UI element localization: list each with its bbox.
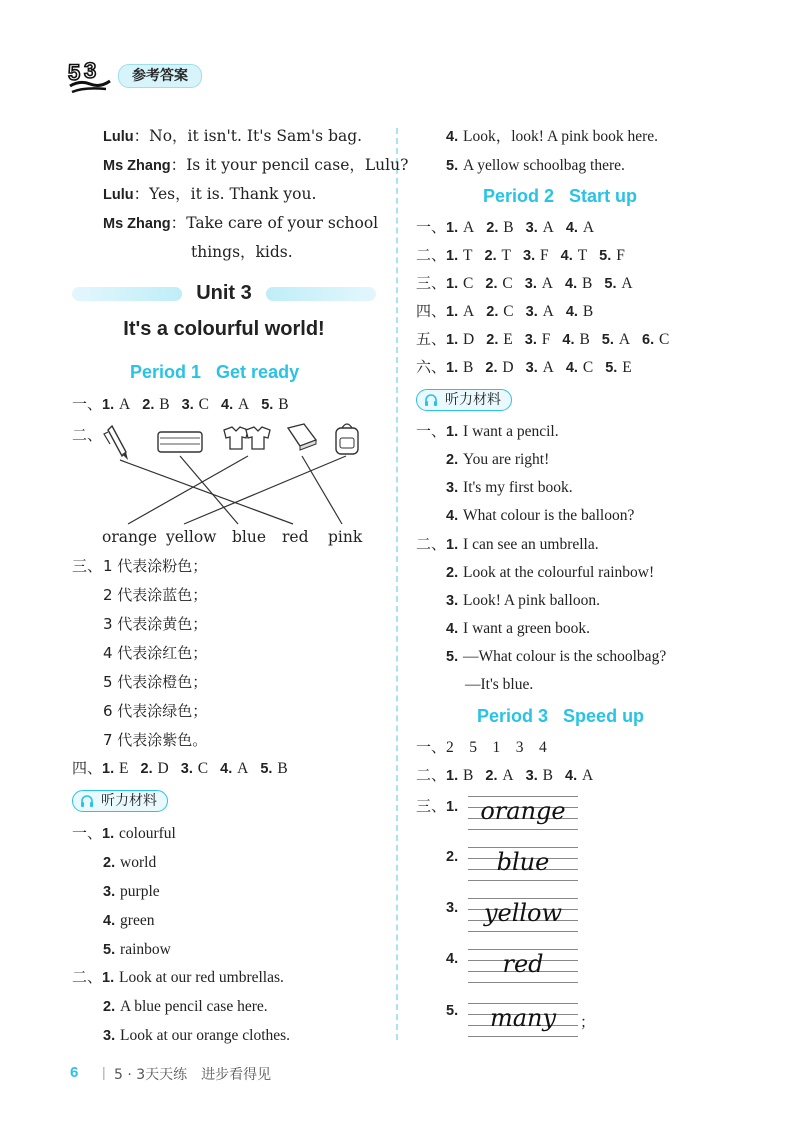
list-item: 4 代表涂红色； bbox=[103, 644, 208, 662]
answer-row: 三、1. C 2. C 3. A 4. B 5. A bbox=[416, 274, 633, 292]
listening-item: 5. —What colour is the schoolbag? bbox=[446, 648, 667, 665]
book-icon bbox=[288, 424, 316, 450]
answer-row: 二、1. T 2. T 3. F 4. T 5. F bbox=[416, 246, 625, 264]
pencil-icon bbox=[104, 426, 128, 460]
list-item: 2 代表涂蓝色； bbox=[103, 586, 208, 604]
listening-item: 4. green bbox=[103, 912, 155, 929]
listening-item: 3. Look! A pink balloon. bbox=[446, 592, 600, 609]
listening-item: 一、1. I want a pencil. bbox=[416, 422, 559, 440]
answer-row: 二、1. B 2. A 3. B 4. A bbox=[416, 766, 594, 784]
answer-row: 3. bbox=[446, 900, 459, 916]
answer-row: 五、1. D 2. E 3. F 4. B 5. A 6. C bbox=[416, 330, 670, 348]
listening-item: 5. A yellow schoolbag there. bbox=[446, 157, 625, 174]
answer-tail: ； bbox=[580, 1013, 596, 1031]
period-3-heading: Period 3 Speed up bbox=[477, 706, 645, 726]
dialogue-line: things，kids. bbox=[191, 243, 293, 261]
handwriting-box: yellow bbox=[468, 898, 578, 932]
listening-item: 二、1. Look at our red umbrellas. bbox=[72, 968, 284, 986]
column-divider bbox=[396, 128, 398, 1040]
listening-item: 2. Look at the colourful rainbow! bbox=[446, 564, 655, 581]
listening-item: 2. A blue pencil case here. bbox=[103, 998, 268, 1015]
listening-item: 2. world bbox=[103, 854, 157, 871]
period-1-heading: Period 1 Get ready bbox=[130, 362, 300, 382]
dialogue-line: Lulu：No，it isn't. It's Sam's bag. bbox=[103, 127, 363, 145]
answer-row: 三、1. bbox=[416, 797, 459, 815]
footer-brand: 5 · 3天天练 进步看得见 bbox=[114, 1067, 272, 1083]
answer-row: 四、1. E 2. D 3. C 4. A 5. B bbox=[72, 759, 288, 777]
svg-text:3: 3 bbox=[84, 58, 97, 83]
list-item: 5 代表涂橙色； bbox=[103, 673, 208, 691]
answer-row: 一、1. A 2. B 3. C 4. A 5. B bbox=[72, 395, 289, 413]
unit-title: Unit 3 bbox=[196, 282, 252, 304]
answer-row: 六、1. B 2. D 3. A 4. C 5. E bbox=[416, 358, 632, 376]
listening-material-label: 听力材料 bbox=[72, 790, 168, 812]
handwriting-box: many bbox=[468, 1003, 578, 1037]
answer-row: 4. bbox=[446, 951, 459, 967]
color-labels: orange yellow blue red pink bbox=[102, 528, 363, 546]
page-number: 6 bbox=[70, 1064, 79, 1081]
listening-item: 4. Look，look! A pink book here. bbox=[446, 128, 659, 145]
headphones-icon bbox=[424, 393, 438, 407]
period-2-heading: Period 2 Start up bbox=[483, 186, 638, 206]
list-item: 6 代表涂绿色； bbox=[103, 702, 208, 720]
listening-item: —It's blue. bbox=[465, 676, 534, 693]
handwriting-box: blue bbox=[468, 847, 578, 881]
dialogue-line: Ms Zhang：Is it your pencil case，Lulu? bbox=[103, 156, 409, 174]
listening-item: 3. Look at our orange clothes. bbox=[103, 1027, 291, 1044]
logo-mark-icon bbox=[66, 56, 114, 96]
answer-row: 四、1. A 2. C 3. A 4. B bbox=[416, 302, 594, 320]
handwriting-box: orange bbox=[468, 796, 578, 830]
answer-row: 一、2 5 1 3 4 bbox=[416, 738, 547, 756]
footer-separator: | bbox=[102, 1064, 106, 1080]
schoolbag-icon bbox=[336, 424, 358, 454]
listening-item: 2. You are right! bbox=[446, 451, 550, 468]
answer-row: 2. bbox=[446, 849, 459, 865]
listening-item: 4. I want a green book. bbox=[446, 620, 590, 637]
section-mark: 二、 bbox=[72, 426, 103, 444]
dialogue-line: Ms Zhang：Take care of your school bbox=[103, 214, 379, 232]
listening-item: 4. What colour is the balloon? bbox=[446, 507, 635, 524]
list-item: 3 代表涂黄色； bbox=[103, 615, 208, 633]
header-badge: 参考答案 bbox=[118, 64, 202, 88]
logo bbox=[66, 56, 114, 96]
svg-text:5: 5 bbox=[68, 60, 81, 85]
listening-item: 3. purple bbox=[103, 883, 160, 900]
listening-item: 一、1. colourful bbox=[72, 824, 176, 842]
listening-item: 二、1. I can see an umbrella. bbox=[416, 535, 599, 553]
matching-picture bbox=[100, 418, 370, 533]
unit-subtitle: It's a colourful world! bbox=[123, 318, 325, 340]
clothes-icon bbox=[224, 427, 270, 449]
answer-row: 5. bbox=[446, 1003, 459, 1019]
pencil-case-icon bbox=[158, 432, 202, 452]
listening-material-label: 听力材料 bbox=[416, 389, 512, 411]
section-mark: 三、 bbox=[72, 557, 103, 575]
answer-row: 一、1. A 2. B 3. A 4. A bbox=[416, 218, 595, 236]
handwriting-box: red bbox=[468, 949, 578, 983]
dialogue-line: Lulu：Yes，it is. Thank you. bbox=[103, 185, 317, 203]
listening-item: 5. rainbow bbox=[103, 941, 171, 958]
headphones-icon bbox=[80, 794, 94, 808]
listening-item: 3. It's my first book. bbox=[446, 479, 573, 496]
list-item: 1 代表涂粉色； bbox=[103, 557, 208, 575]
list-item: 7 代表涂紫色。 bbox=[103, 731, 208, 749]
unit-banner bbox=[72, 283, 376, 305]
